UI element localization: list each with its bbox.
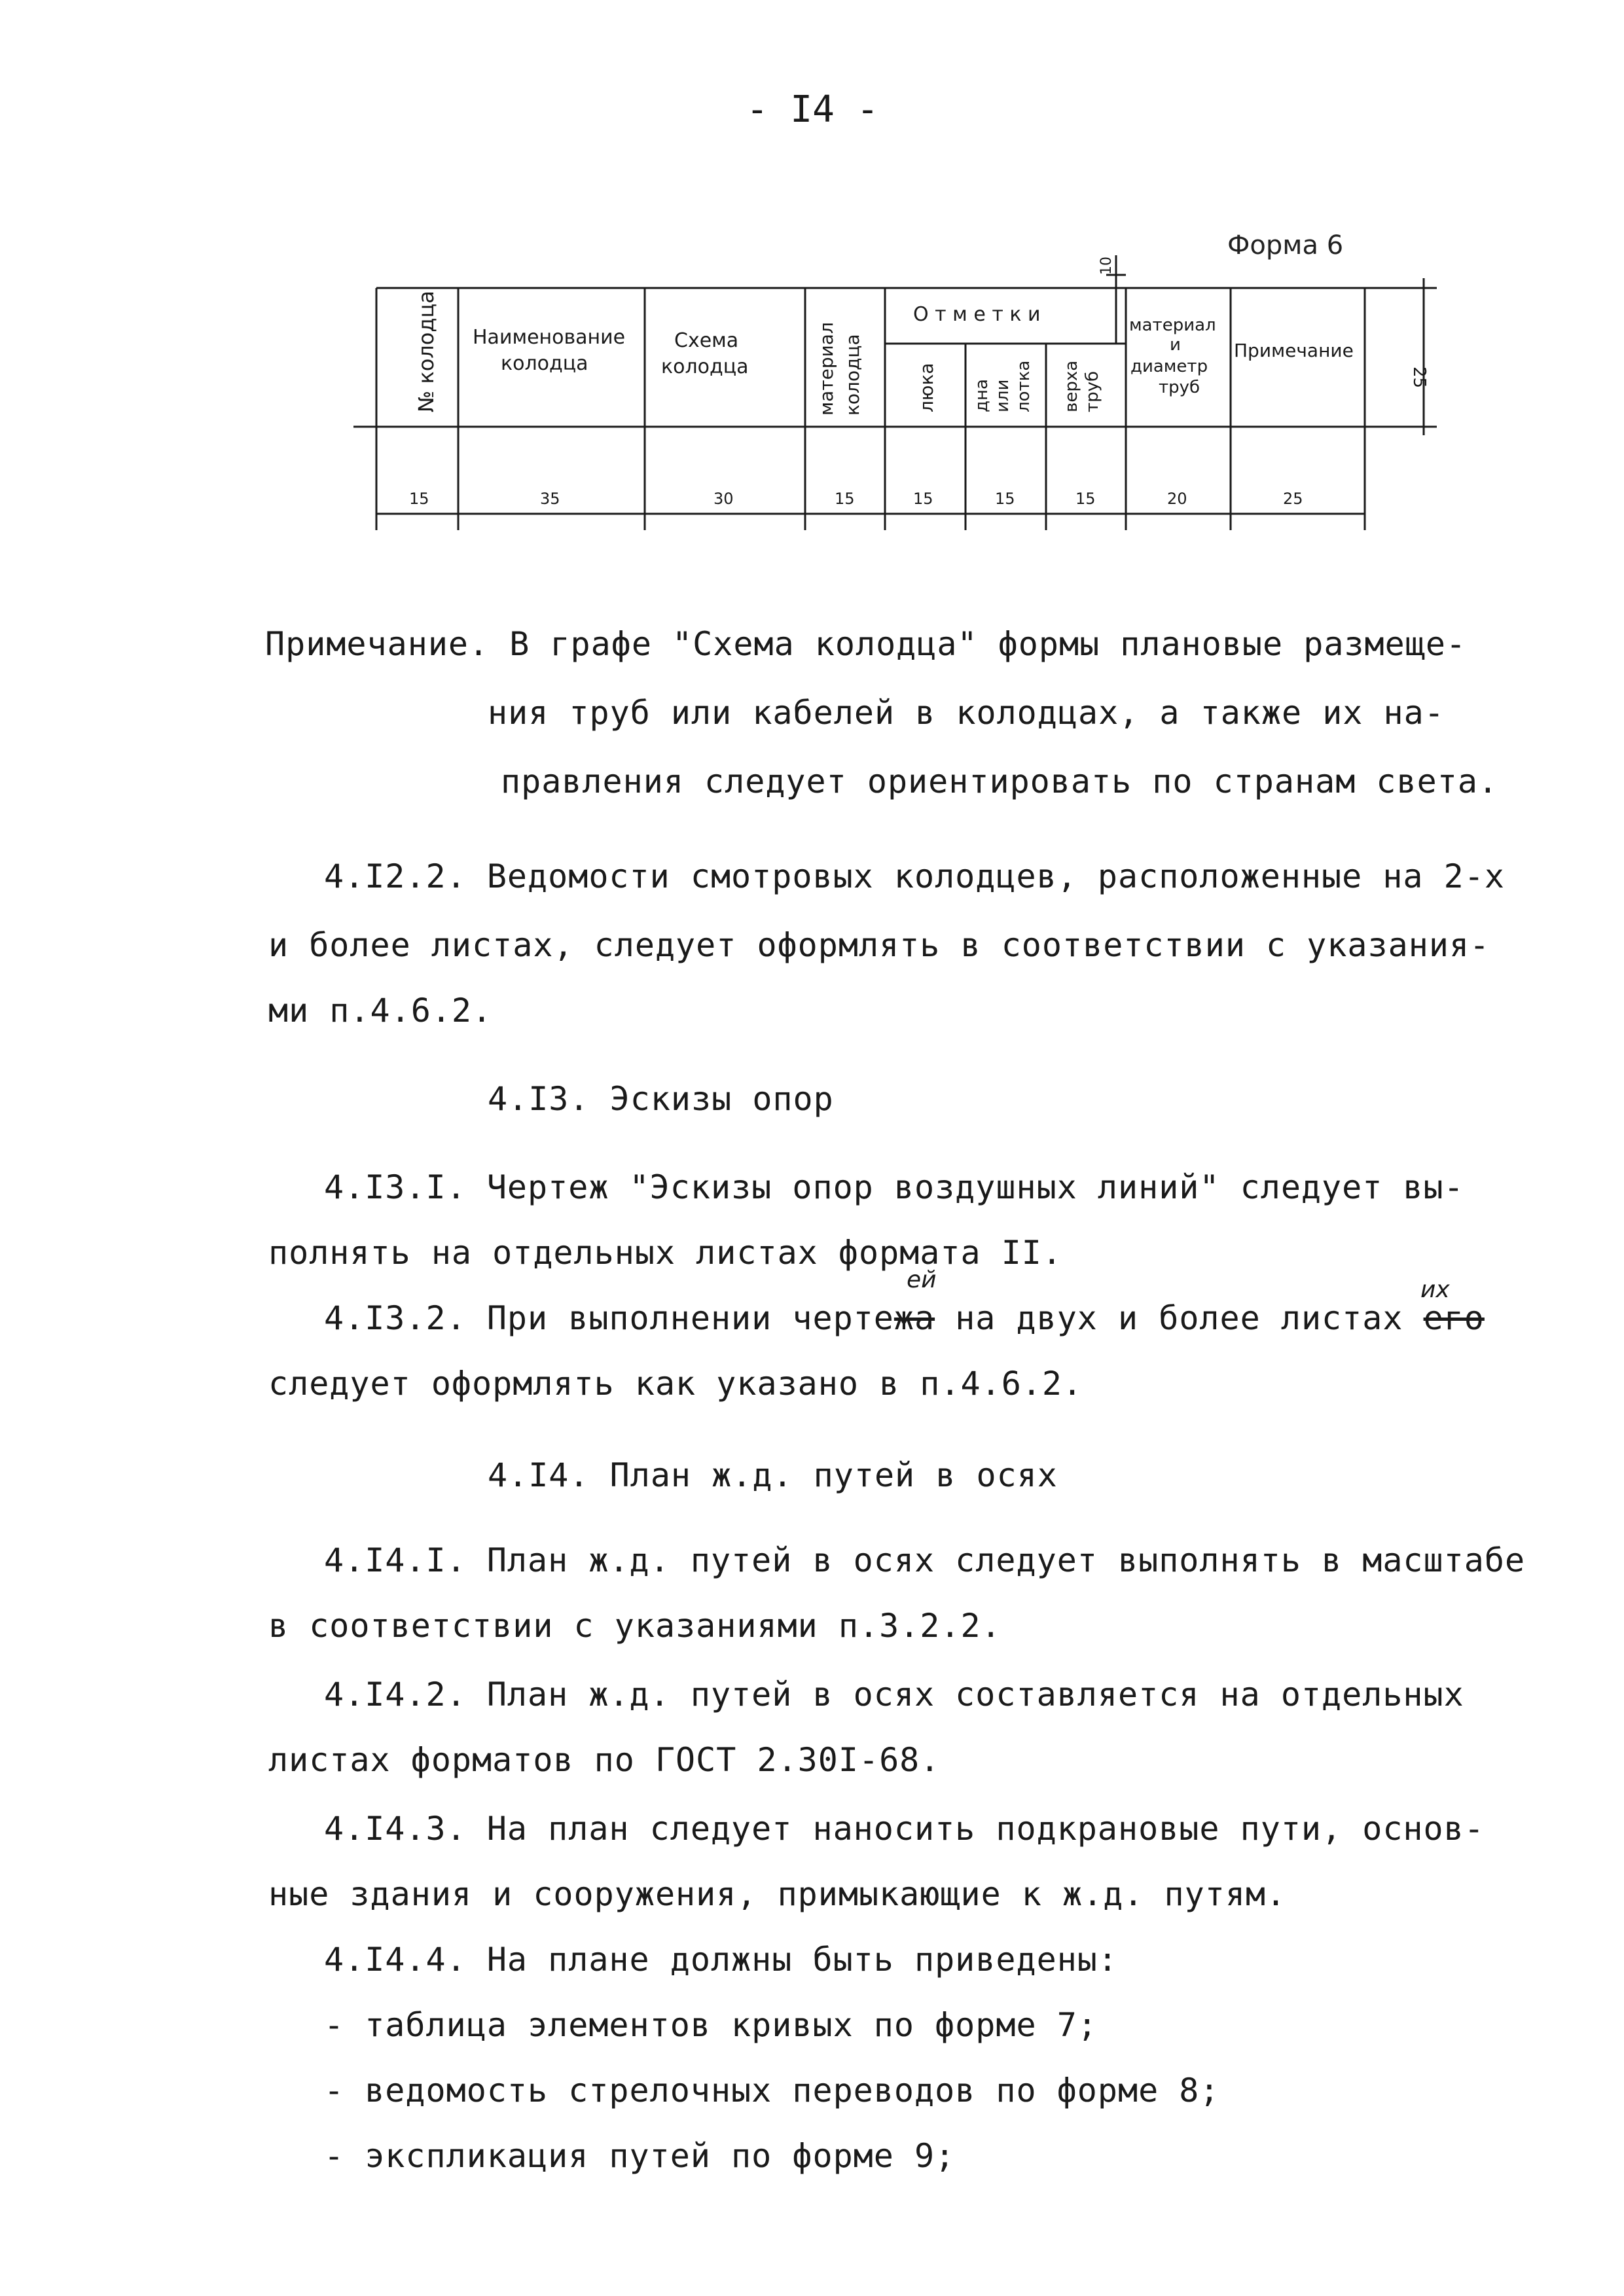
col-material-header-2: колодца — [842, 334, 863, 416]
note-line-3: правления следует ориентировать по странам света. — [501, 762, 1499, 800]
p4143-line-2: ные здания и сооружения, примыкающие к ж.д. путям. — [268, 1875, 1287, 1913]
col-scheme-header-2: колодца — [661, 355, 749, 378]
dim-top-label: 10 — [1098, 257, 1115, 275]
handwritten-correction-2: их — [1420, 1276, 1450, 1303]
form-table — [0, 0, 1624, 589]
col-pipe-header-3: диаметр — [1130, 357, 1208, 376]
p4141-line-2: в соответствии с указаниями п.3.2.2. — [268, 1607, 1001, 1645]
width-9: 25 — [1283, 490, 1303, 508]
sub-top-header-2: труб — [1083, 370, 1102, 412]
col-number-header: № колодца — [414, 291, 439, 412]
list-item: - таблица элементов кривых по форме 7; — [324, 2006, 1098, 2044]
width-5: 15 — [913, 490, 933, 508]
sub-bottom-header-3: лотка — [1014, 360, 1034, 412]
col-note-header: Примечание — [1234, 340, 1354, 361]
p4142-line-1: 4.I4.2. План ж.д. путей в осях составляется на отдельных — [324, 1676, 1464, 1713]
form-label: Форма 6 — [1227, 230, 1344, 260]
p4132-line-1 — [324, 1299, 1485, 1337]
sub-bottom-header-2: или — [993, 379, 1013, 412]
width-7: 15 — [1075, 490, 1096, 508]
note-line-2: ния труб или кабелей в колодцах, а также их на- — [488, 694, 1445, 732]
p4141-line-1: 4.I4.I. План ж.д. путей в осях следует выполнять в масштабе — [324, 1541, 1526, 1579]
section-414-heading: 4.I4. План ж.д. путей в осях — [488, 1456, 1058, 1494]
marks-group-header: О т м е т к и — [913, 303, 1041, 326]
p4122-line-2: и более листах, следует оформлять в соответствии с указания- — [268, 926, 1490, 964]
col-name-header-2: колодца — [501, 352, 588, 375]
width-6: 15 — [995, 490, 1015, 508]
width-1: 15 — [409, 490, 429, 508]
sub-top-header-1: верха — [1062, 360, 1081, 412]
p4132-struck-2: его — [1423, 1299, 1485, 1337]
col-pipe-header-2: и — [1170, 335, 1181, 355]
p4132-text-2: на двух и более листах — [935, 1299, 1424, 1337]
col-name-header-1: Наименование — [473, 326, 626, 349]
note-line-1: Примечание. В графе "Схема колодца" формы плановые размеще- — [265, 625, 1467, 663]
p4144-line: 4.I4.4. На плане должны быть приведены: — [324, 1941, 1118, 1979]
p4122-line-1: 4.I2.2. Ведомости смотровых колодцев, расположенные на 2-х — [324, 857, 1505, 895]
width-3: 30 — [713, 490, 734, 508]
section-413-heading: 4.I3. Эскизы опор — [488, 1080, 834, 1118]
p4122-line-3: ми п.4.6.2. — [268, 992, 493, 1030]
p4132-text-1: 4.I3.2. При выполнении черте — [324, 1299, 894, 1337]
p4132-line-2: следует оформлять как указано в п.4.6.2. — [268, 1365, 1083, 1403]
col-material-header-1: материал — [816, 322, 837, 416]
p4132-struck-1: жа — [893, 1299, 935, 1337]
width-4: 15 — [835, 490, 855, 508]
p4142-line-2: листах форматов по ГОСТ 2.30I-68. — [268, 1741, 941, 1779]
p4131-line-1: 4.I3.I. Чертеж "Эскизы опор воздушных линий" следует вы- — [324, 1168, 1464, 1206]
dim-side-label: 25 — [1409, 367, 1429, 389]
list-item: - ведомость стрелочных переводов по форме 8; — [324, 2072, 1220, 2109]
width-8: 20 — [1167, 490, 1187, 508]
col-pipe-header-4: труб — [1159, 378, 1200, 397]
handwritten-correction-1: ей — [907, 1266, 937, 1293]
p4143-line-1: 4.I4.3. На план следует наносить подкрановые пути, основ- — [324, 1810, 1485, 1848]
sub-bottom-header-1: дна — [972, 379, 992, 412]
col-pipe-header-1: материал — [1129, 315, 1216, 335]
width-2: 35 — [540, 490, 560, 508]
col-scheme-header-1: Схема — [674, 329, 739, 352]
list-item: - экспликация путей по форме 9; — [324, 2137, 956, 2175]
page-number: - I4 - — [746, 88, 879, 131]
sub-hatch-header: люка — [916, 363, 937, 412]
p4131-line-2: полнять на отдельных листах формата II. — [268, 1234, 1062, 1272]
